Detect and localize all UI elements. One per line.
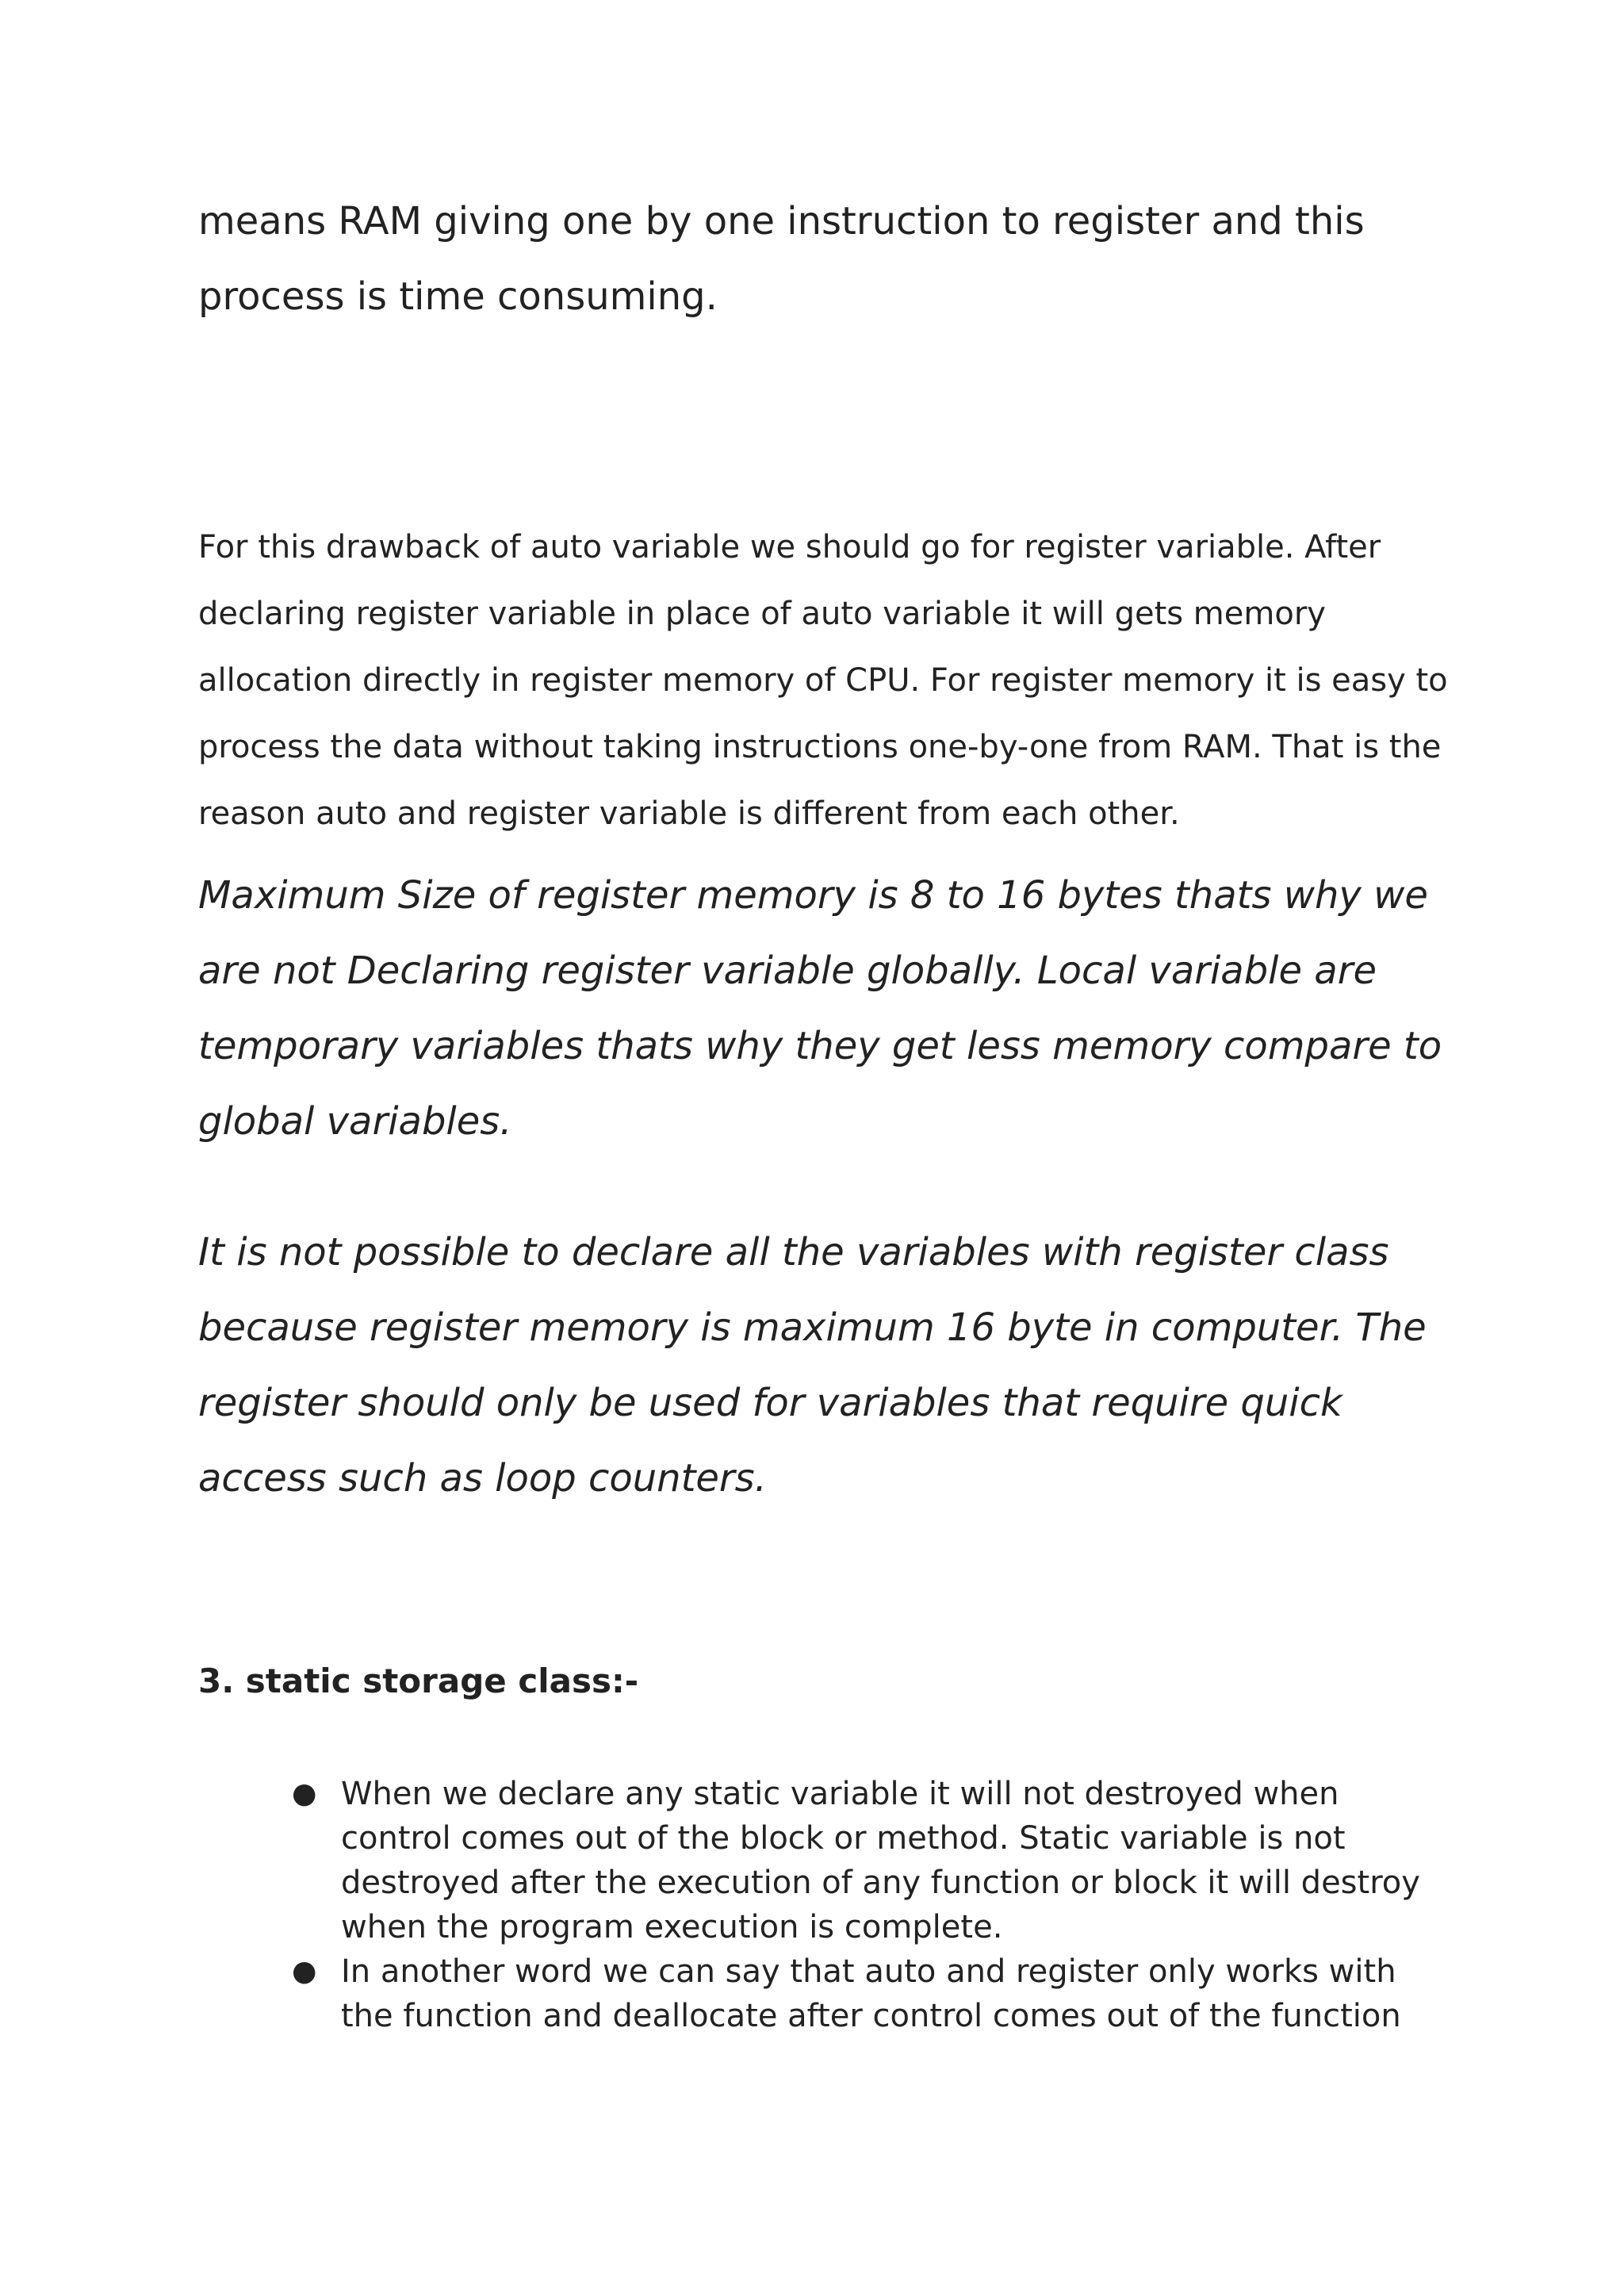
- list-item: [198, 1772, 1451, 1949]
- paragraph-not-possible: It is not possible to declare all the variables with register class because register memory is maximum 16 byte in computer. The register should only be used for variables that require quick access such as loop counters.: [198, 1230, 1427, 1501]
- bullet-icon: ●: [292, 1955, 317, 1987]
- bullet-icon: ●: [292, 1777, 317, 1810]
- bullet-list: [198, 1772, 1451, 2038]
- list-item: [198, 1949, 1451, 2038]
- paragraph-max-size: Maximum Size of register memory is 8 to 16 bytes thats why we are not Declaring register variable globally. Local variable are temporary variables thats why they get less memory compare to global variables.: [198, 873, 1442, 1144]
- list-item-text: In another word we can say that auto and register only works with the function and deallocate after control comes out of the function: [341, 1953, 1401, 2034]
- paragraph-intro: means RAM giving one by one instruction to register and this process is time consuming.: [198, 199, 1365, 319]
- section-heading-static: 3. static storage class:-: [198, 1662, 639, 1700]
- paragraph-drawback: For this drawback of auto variable we should go for register variable. After declaring register variable in place of auto variable it will gets memory allocation directly in register memory of CPU. For register memory it is easy to process the data without taking instructions one-by-one from RAM. That is the reason auto and register variable is different from each other.: [198, 529, 1448, 832]
- list-item-text: When we declare any static variable it will not destroyed when control comes out of the block or method. Static variable is not destroyed after the execution of any function or block it will destroy when the program execution is complete.: [341, 1776, 1420, 1945]
